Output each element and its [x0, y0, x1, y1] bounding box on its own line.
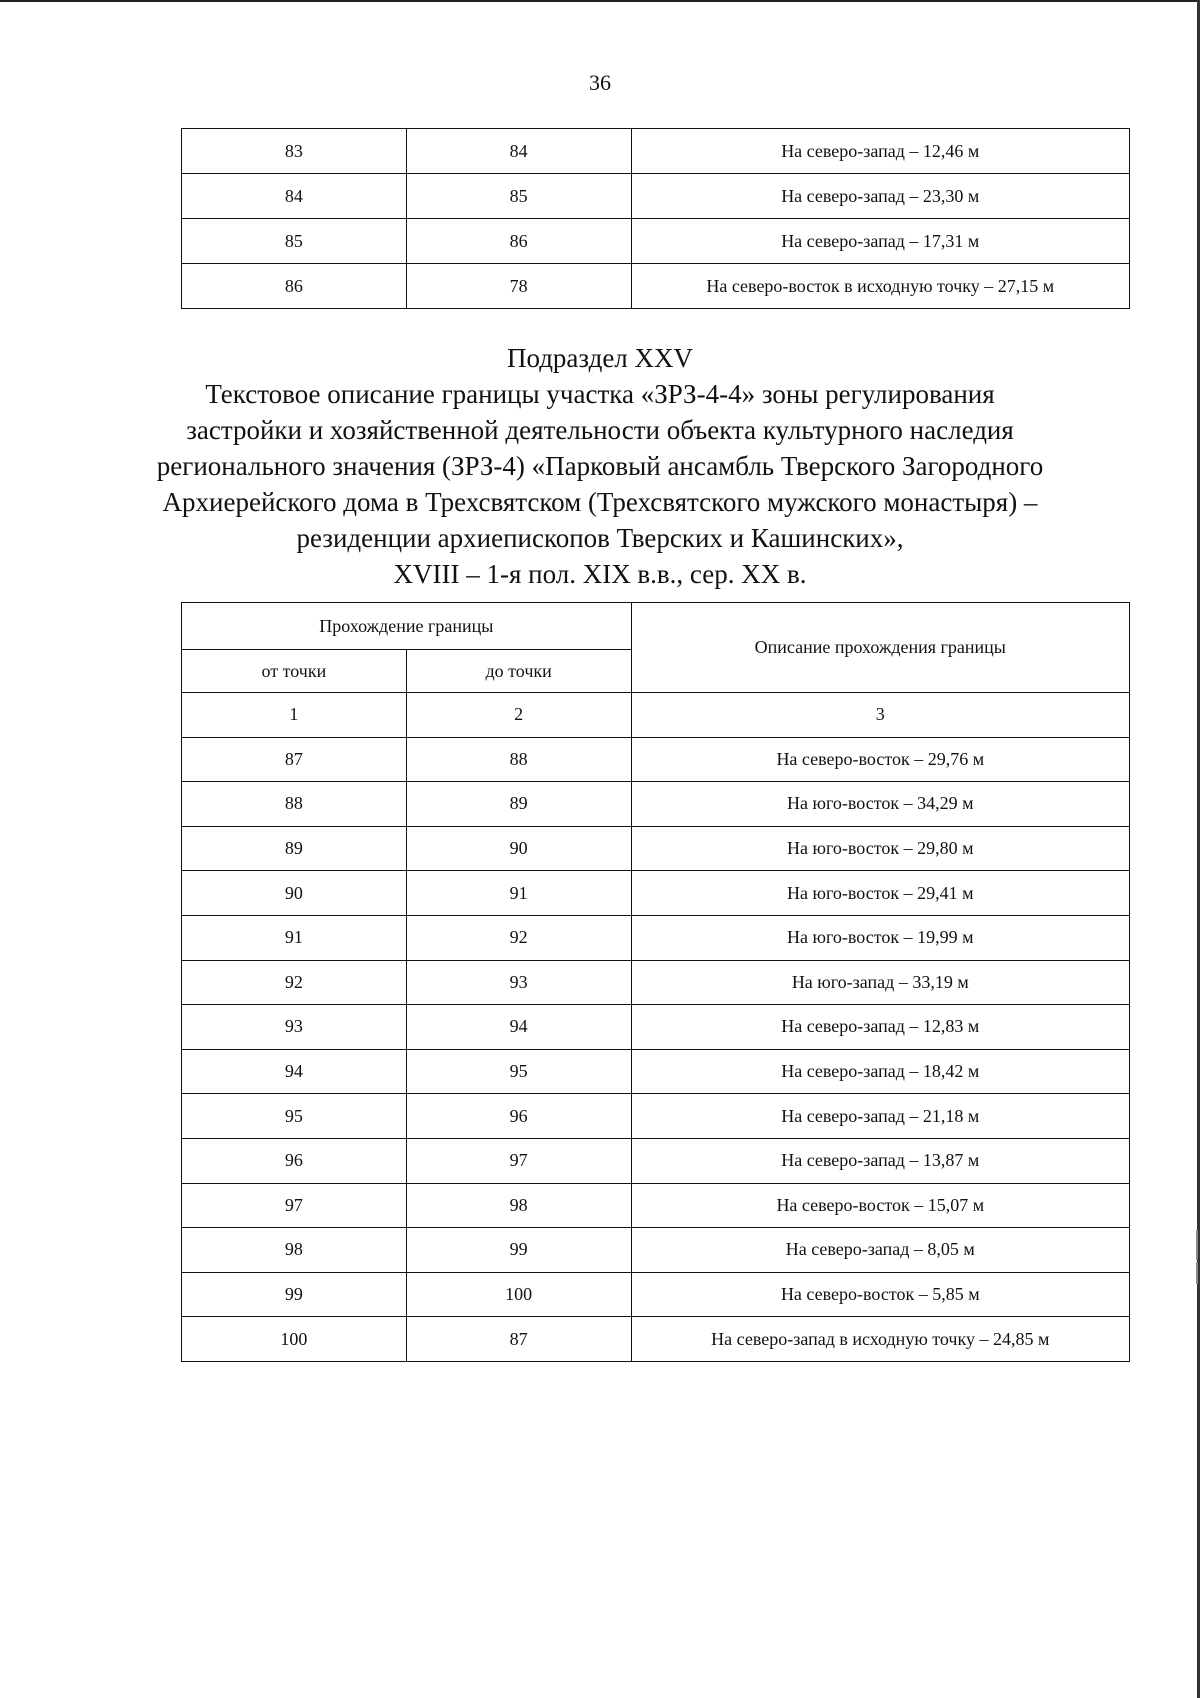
from-point-cell: 91 [182, 915, 407, 960]
from-point-cell: 84 [182, 174, 407, 219]
page-number: 36 [589, 70, 611, 95]
from-point-cell: 97 [182, 1183, 407, 1228]
from-point-cell: 92 [182, 960, 407, 1005]
to-point-header: до точки [406, 650, 631, 693]
description-cell: На юго-восток – 29,41 м [631, 871, 1129, 916]
subsection-heading: Подраздел XXV [506, 343, 694, 373]
table-row [182, 1228, 1130, 1273]
description-cell: На северо-восток – 5,85 м [631, 1272, 1129, 1317]
description-cell: На северо-запад – 18,42 м [631, 1049, 1129, 1094]
subsection-title-line: застройки и хозяйственной деятельности объекта культурного наследия [186, 415, 1014, 445]
from-point-cell: 98 [182, 1228, 407, 1273]
table-row [182, 1049, 1130, 1094]
description-cell: На северо-восток – 29,76 м [631, 737, 1129, 782]
table-header-row [182, 603, 1130, 650]
to-point-cell: 84 [406, 129, 631, 174]
margin-mark [1196, 1262, 1198, 1284]
table-row [182, 1005, 1130, 1050]
to-point-cell: 100 [406, 1272, 631, 1317]
description-cell: На северо-запад – 12,46 м [631, 129, 1130, 174]
from-point-cell: 85 [182, 219, 407, 264]
description-cell: На северо-запад – 21,18 м [631, 1094, 1129, 1139]
description-cell: На юго-запад – 33,19 м [631, 960, 1129, 1005]
subsection-title-line: регионального значения (ЗРЗ-4) «Парковый ансамбль Тверского Загородного [156, 451, 1044, 481]
from-point-cell: 95 [182, 1094, 407, 1139]
from-point-cell: 94 [182, 1049, 407, 1094]
table-row [182, 915, 1130, 960]
column-number-row [182, 693, 1130, 738]
subsection-title-line: резиденции архиепископов Тверских и Кашинских», [296, 523, 904, 553]
to-point-cell: 92 [406, 915, 631, 960]
description-cell: На северо-запад в исходную точку – 24,85 м [631, 1317, 1129, 1362]
table-row [182, 1272, 1130, 1317]
to-point-cell: 87 [406, 1317, 631, 1362]
table-row [182, 264, 1130, 309]
description-cell: На юго-восток – 34,29 м [631, 782, 1129, 827]
margin-mark [1196, 1230, 1198, 1260]
subsection-title-line: Архиерейского дома в Трехсвятском (Трехсвятского мужского монастыря) – [162, 487, 1038, 517]
from-point-cell: 100 [182, 1317, 407, 1362]
table-row [182, 219, 1130, 264]
from-point-cell: 90 [182, 871, 407, 916]
to-point-cell: 89 [406, 782, 631, 827]
description-cell: На северо-запад – 8,05 м [631, 1228, 1129, 1273]
table-row [182, 1183, 1130, 1228]
column-number: 1 [182, 693, 407, 738]
description-cell: На юго-восток – 29,80 м [631, 826, 1129, 871]
table-row [182, 129, 1130, 174]
continued-boundary-table [181, 128, 1130, 309]
description-cell: На северо-восток в исходную точку – 27,15 м [631, 264, 1130, 309]
description-header: Описание прохождения границы [631, 603, 1129, 693]
description-cell: На юго-восток – 19,99 м [631, 915, 1129, 960]
to-point-cell: 98 [406, 1183, 631, 1228]
table-row [182, 1138, 1130, 1183]
column-number: 2 [406, 693, 631, 738]
to-point-cell: 88 [406, 737, 631, 782]
to-point-cell: 96 [406, 1094, 631, 1139]
subsection-title-line: XVIII – 1-я пол. XIX в.в., сер. XX в. [393, 559, 807, 589]
from-point-cell: 93 [182, 1005, 407, 1050]
column-number: 3 [631, 693, 1129, 738]
subsection-heading-block [150, 340, 1050, 592]
from-point-cell: 89 [182, 826, 407, 871]
to-point-cell: 90 [406, 826, 631, 871]
description-cell: На северо-запад – 17,31 м [631, 219, 1130, 264]
to-point-cell: 99 [406, 1228, 631, 1273]
to-point-cell: 85 [406, 174, 631, 219]
to-point-cell: 95 [406, 1049, 631, 1094]
table-row [182, 1094, 1130, 1139]
description-cell: На северо-запад – 13,87 м [631, 1138, 1129, 1183]
table-row [182, 174, 1130, 219]
subsection-title-line: Текстовое описание границы участка «ЗРЗ-4-4» зоны регулирования [205, 379, 995, 409]
scan-edge-top [0, 0, 1200, 2]
to-point-cell: 93 [406, 960, 631, 1005]
from-point-cell: 87 [182, 737, 407, 782]
table-row [182, 782, 1130, 827]
from-point-cell: 99 [182, 1272, 407, 1317]
description-cell: На северо-запад – 12,83 м [631, 1005, 1129, 1050]
from-point-cell: 86 [182, 264, 407, 309]
from-point-header: от точки [182, 650, 407, 693]
from-point-cell: 88 [182, 782, 407, 827]
description-cell: На северо-восток – 15,07 м [631, 1183, 1129, 1228]
table-row [182, 871, 1130, 916]
to-point-cell: 86 [406, 219, 631, 264]
to-point-cell: 97 [406, 1138, 631, 1183]
to-point-cell: 94 [406, 1005, 631, 1050]
table-row [182, 960, 1130, 1005]
from-point-cell: 96 [182, 1138, 407, 1183]
table-row [182, 1317, 1130, 1362]
boundary-description-table [181, 602, 1130, 1362]
boundary-group-header: Прохождение границы [182, 603, 632, 650]
to-point-cell: 78 [406, 264, 631, 309]
from-point-cell: 83 [182, 129, 407, 174]
table-row [182, 737, 1130, 782]
to-point-cell: 91 [406, 871, 631, 916]
table-row [182, 826, 1130, 871]
description-cell: На северо-запад – 23,30 м [631, 174, 1130, 219]
